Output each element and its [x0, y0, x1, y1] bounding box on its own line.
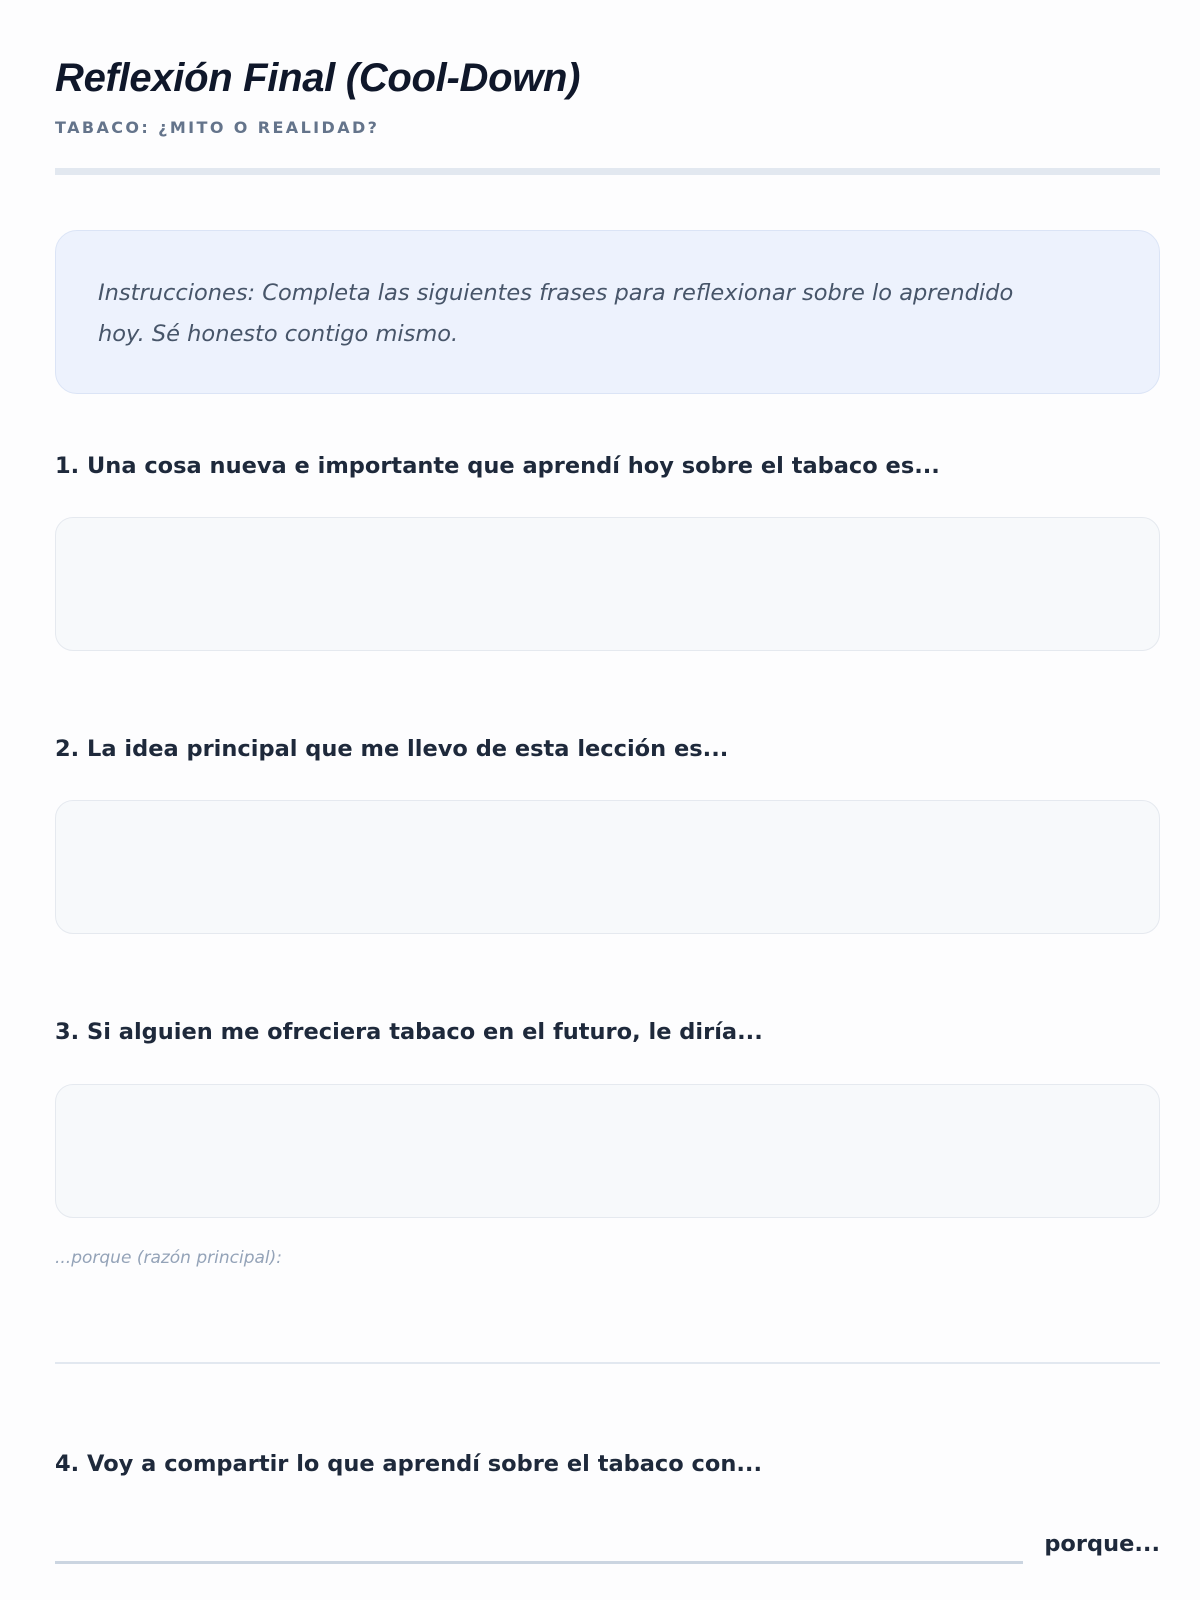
instructions-box [55, 230, 1160, 394]
question-3-reason-hint: ...porque (razón principal): [55, 1248, 283, 1268]
question-1-answer-field[interactable] [55, 517, 1160, 651]
question-2-answer-field[interactable] [55, 800, 1160, 934]
instructions-text-line-1: Instrucciones: Completa las siguientes frases para reflexionar sobre lo aprendido [98, 280, 1014, 306]
question-3-reason-line[interactable] [55, 1362, 1160, 1364]
question-3-label: 3. Si alguien me ofreciera tabaco en el futuro, le diría... [55, 1019, 763, 1045]
page-subtitle: TABACO: ¿MITO O REALIDAD? [55, 118, 380, 137]
question-3-answer-field[interactable] [55, 1084, 1160, 1218]
question-2-label: 2. La idea principal que me llevo de esta lección es... [55, 736, 729, 762]
question-4-answer-line[interactable] [55, 1561, 1023, 1564]
header-divider [55, 168, 1160, 175]
question-4-label: 4. Voy a compartir lo que aprendí sobre el tabaco con... [55, 1451, 763, 1477]
page-title: Reflexión Final (Cool-Down) [55, 56, 581, 100]
instructions-text-line-2: hoy. Sé honesto contigo mismo. [98, 321, 459, 347]
question-4-porque-label: porque... [1044, 1531, 1160, 1557]
question-1-label: 1. Una cosa nueva e importante que aprendí hoy sobre el tabaco es... [55, 453, 940, 479]
